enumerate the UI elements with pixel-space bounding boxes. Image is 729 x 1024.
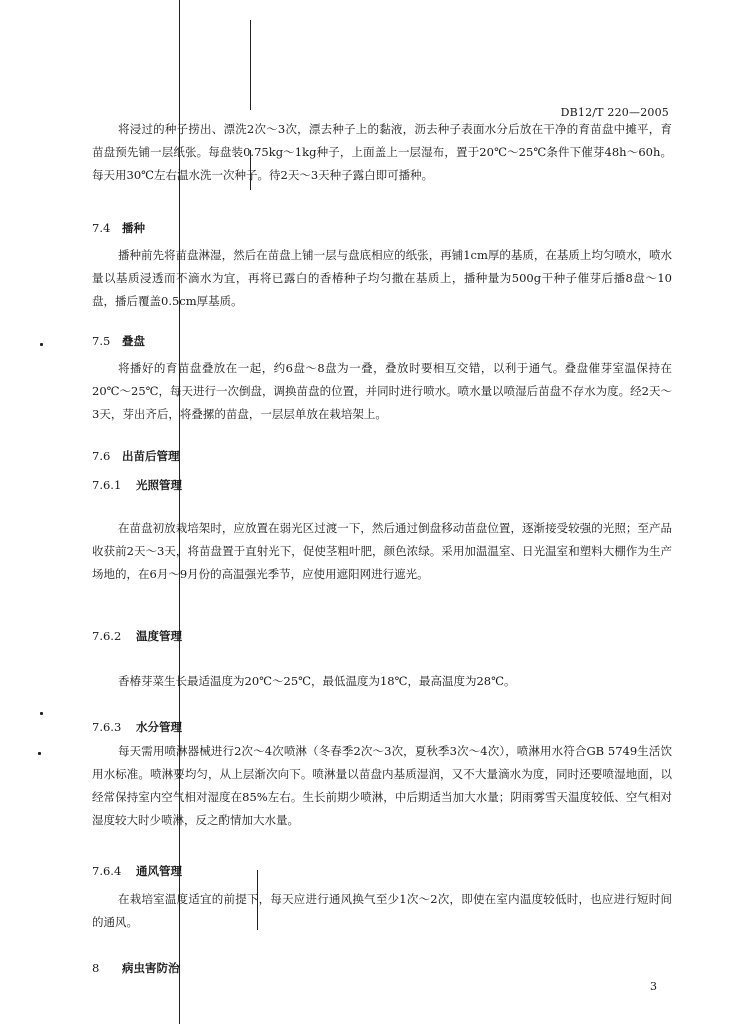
section-number: 7.6 [92,449,111,463]
section-title: 出苗后管理 [122,449,180,463]
section-7-4-heading [92,220,145,236]
page-number: 3 [650,980,657,993]
section-7-6-heading [92,448,180,464]
section-number: 7.6.4 [92,864,122,878]
section-number: 7.6.2 [92,629,122,643]
section-title: 病虫害防治 [122,961,180,975]
section-7-6-2-heading [92,628,182,644]
section-title: 水分管理 [136,720,183,734]
section-number: 7.6.3 [92,720,122,734]
section-7-6-4-heading [92,863,182,879]
section-7-6-3-heading [92,719,182,735]
section-title: 温度管理 [136,629,183,643]
section-title: 光照管理 [136,478,183,492]
section-7-4-body: 播种前先将苗盘淋湿，然后在苗盘上铺一层与盘底相应的纸张，再铺1cm厚的基质，在基质上均匀喷水，喷水量以基质浸透而不滴水为宜，再将已露白的香椿种子均匀撒在基质上，播种量为500g干种子催芽后播8盘～10盘，播后覆盖0.5cm厚基质。 [92,248,672,308]
section-7-5-body: 将播好的育苗盘叠放在一起，约6盘～8盘为一叠，叠放时要相互交错，以利于通气。叠盘催芽室温保持在20℃～25℃，每天进行一次倒盘，调换苗盘的位置，并同时进行喷水。喷水量以喷湿后苗盘不存水为度。经2天～3天，芽出齐后，将叠摞的苗盘，一层层单放在栽培架上。 [92,361,672,421]
section-title: 叠盘 [122,334,146,348]
section-title: 通风管理 [136,864,183,878]
section-title: 播种 [122,221,146,235]
section-number: 7.4 [92,221,111,235]
intro-paragraph: 将浸过的种子捞出、漂洗2次～3次，漂去种子上的黏液，沥去种子表面水分后放在干净的育苗盘中摊平，育苗盘预先铺一层纸张。每盘装0.75kg～1kg种子，上面盖上一层湿布，置于20℃～25℃条件下催芽48h～60h。每天用30℃左右温水洗一次种子。待2天～3天种子露白即可播种。 [92,122,672,182]
section-7-6-3-body: 每天需用喷淋器械进行2次～4次喷淋（冬春季2次～3次，夏秋季3次～4次），喷淋用水符合GB 5749生活饮用水标准。喷淋要均匀，从上层渐次向下。喷淋量以苗盘内基质湿润，又不大量滴水为度，同时还要喷湿地面，以经常保持室内空气相对湿度在85%左右。生长前期少喷淋，中后期适当加大水量；阴雨雾雪天温度较低、空气相对湿度较大时少喷淋，反之酌情加大水量。 [92,744,672,827]
section-number: 8 [92,961,100,975]
scan-dot-artifact [40,712,43,715]
section-7-6-4-body: 在栽培室温度适宜的前提下，每天应进行通风换气至少1次～2次，即使在室内温度较低时，也应进行短时间的通风。 [92,892,672,929]
section-7-6-1-heading [92,477,182,493]
standard-code-header: DB12/T 220—2005 [560,106,669,119]
section-number: 7.6.1 [92,478,122,492]
scan-line-artifact [250,20,251,110]
scan-dot-artifact [40,343,43,346]
section-7-5-heading [92,333,145,349]
section-7-6-1-body: 在苗盘初放栽培架时，应放置在弱光区过渡一下，然后通过倒盘移动苗盘位置，逐渐接受较强的光照；至产品收获前2天～3天，将苗盘置于直射光下，促使茎粗叶肥，颜色浓绿。采用加温温室、日光温室和塑料大棚作为生产场地的，在6月～9月份的高温强光季节，应使用遮阳网进行遮光。 [92,521,672,581]
section-number: 7.5 [92,334,111,348]
scan-dot-artifact [38,752,41,755]
section-8-heading [92,960,180,976]
section-7-6-2-body: 香椿芽菜生长最适温度为20℃～25℃，最低温度为18℃，最高温度为28℃。 [118,674,516,688]
